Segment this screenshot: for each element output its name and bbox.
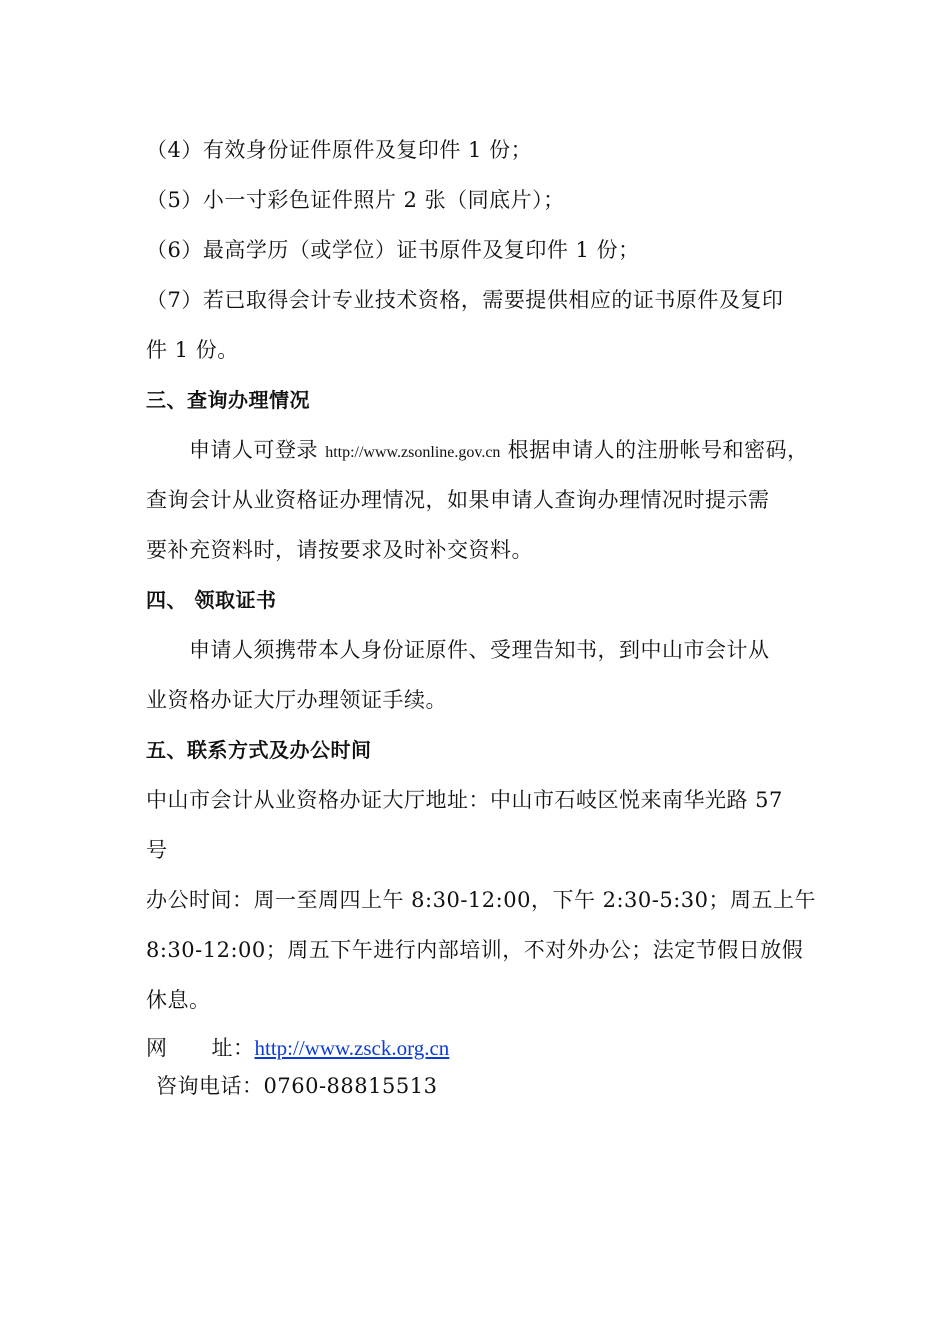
section4-heading: 四、 领取证书 (146, 588, 277, 612)
office-hours-line3: 休息。 (146, 988, 211, 1012)
list-item-6: （6）最高学历（或学位）证书原件及复印件 1 份； (146, 238, 640, 262)
website-line (146, 1034, 449, 1062)
section3-paragraph-line3: 要补充资料时，请按要求及时补交资料。 (146, 538, 533, 562)
website-link[interactable]: http://www.zsck.org.cn (254, 1036, 450, 1060)
list-item-7-line1: （7）若已取得会计专业技术资格，需要提供相应的证书原件及复印 (146, 288, 784, 312)
zsonline-url: http://www.zsonline.gov.cn (325, 444, 501, 461)
section5-heading: 五、联系方式及办公时间 (146, 738, 372, 762)
consult-phone: 咨询电话：0760-88815513 (156, 1074, 438, 1098)
list-item-5: （5）小一寸彩色证件照片 2 张（同底片）； (146, 188, 565, 212)
section3-paragraph-line2: 查询会计从业资格证办理情况，如果申请人查询办理情况时提示需 (146, 488, 770, 512)
section4-paragraph-line1: 申请人须携带本人身份证原件、受理告知书，到中山市会计从 (189, 638, 770, 662)
website-label-part1: 网 (146, 1036, 168, 1060)
section3-text-after-url: 根据申请人的注册帐号和密码， (500, 438, 809, 462)
section3-paragraph-line1 (189, 436, 809, 467)
list-item-4: （4）有效身份证件原件及复印件 1 份； (146, 138, 533, 162)
section3-heading: 三、查询办理情况 (146, 388, 310, 412)
address-line2: 号 (146, 838, 168, 862)
list-item-7-line2: 件 1 份。 (146, 338, 239, 362)
office-hours-line1: 办公时间：周一至周四上午 8:30-12:00，下午 2:30-5:30；周五上午 (146, 888, 817, 912)
website-label-part2: 址： (211, 1036, 255, 1060)
section3-text-before-url: 申请人可登录 (189, 438, 326, 462)
section4-paragraph-line2: 业资格办证大厅办理领证手续。 (146, 688, 447, 712)
office-hours-line2: 8:30-12:00；周五下午进行内部培训，不对外办公；法定节假日放假 (146, 938, 804, 962)
address-line1: 中山市会计从业资格办证大厅地址：中山市石岐区悦来南华光路 57 (146, 788, 783, 812)
